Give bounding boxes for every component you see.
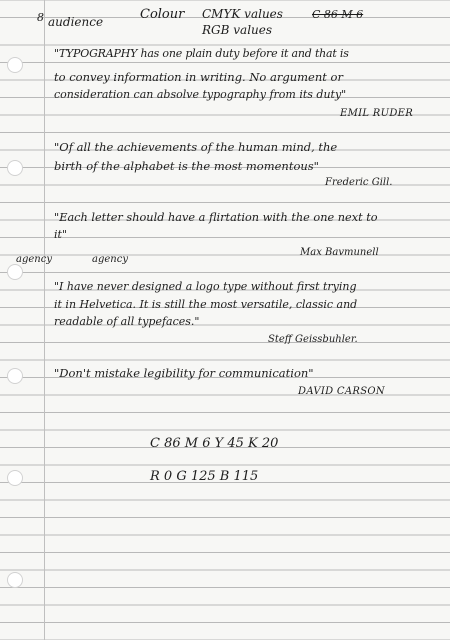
header-cmyk: CMYK values — [202, 7, 283, 21]
quote-line: consideration can absolve typography from its duty" — [54, 88, 347, 101]
quote-line: "Of all the achievements of the human mind, the — [54, 140, 338, 154]
quote-line: to convey information in writing. No argument or — [54, 70, 343, 84]
quote-author: DAVID CARSON — [298, 386, 385, 397]
quote-author: Steff Geissbuhler. — [268, 334, 358, 345]
binder-hole — [7, 368, 23, 384]
margin-rule — [44, 0, 45, 640]
quote-line: "I have never designed a logo type without first trying — [54, 280, 357, 293]
quote-line: readable of all typefaces." — [54, 315, 200, 328]
margin-note: agency — [92, 254, 128, 265]
header-rgb: RGB values — [202, 23, 273, 37]
binder-hole — [7, 57, 23, 73]
binder-hole — [7, 572, 23, 588]
quote-author: Frederic Gill. — [325, 177, 393, 188]
page-number: 8 — [37, 11, 44, 24]
quote-author: Max Bavmunell — [300, 247, 379, 258]
quote-line: "Don't mistake legibility for communication" — [54, 366, 314, 380]
quote-line: "Each letter should have a flirtation with the one next to — [54, 211, 378, 224]
header-struck-note: C 86 M 6 — [312, 8, 364, 21]
quote-line: it" — [54, 228, 67, 241]
rgb-values: R 0 G 125 B 115 — [150, 469, 259, 484]
margin-note: agency — [16, 254, 52, 265]
quote-author: EMIL RUDER — [340, 108, 414, 119]
header-audience: audience — [48, 15, 104, 29]
header-colour: Colour — [140, 7, 185, 22]
quote-line: it in Helvetica. It is still the most versatile, classic and — [54, 298, 358, 311]
binder-hole — [7, 470, 23, 486]
quote-line: birth of the alphabet is the most momentous" — [54, 159, 319, 173]
binder-hole — [7, 160, 23, 176]
quote-line: "TYPOGRAPHY has one plain duty before it and that is — [54, 47, 349, 60]
cmyk-values: C 86 M 6 Y 45 K 20 — [150, 436, 279, 451]
